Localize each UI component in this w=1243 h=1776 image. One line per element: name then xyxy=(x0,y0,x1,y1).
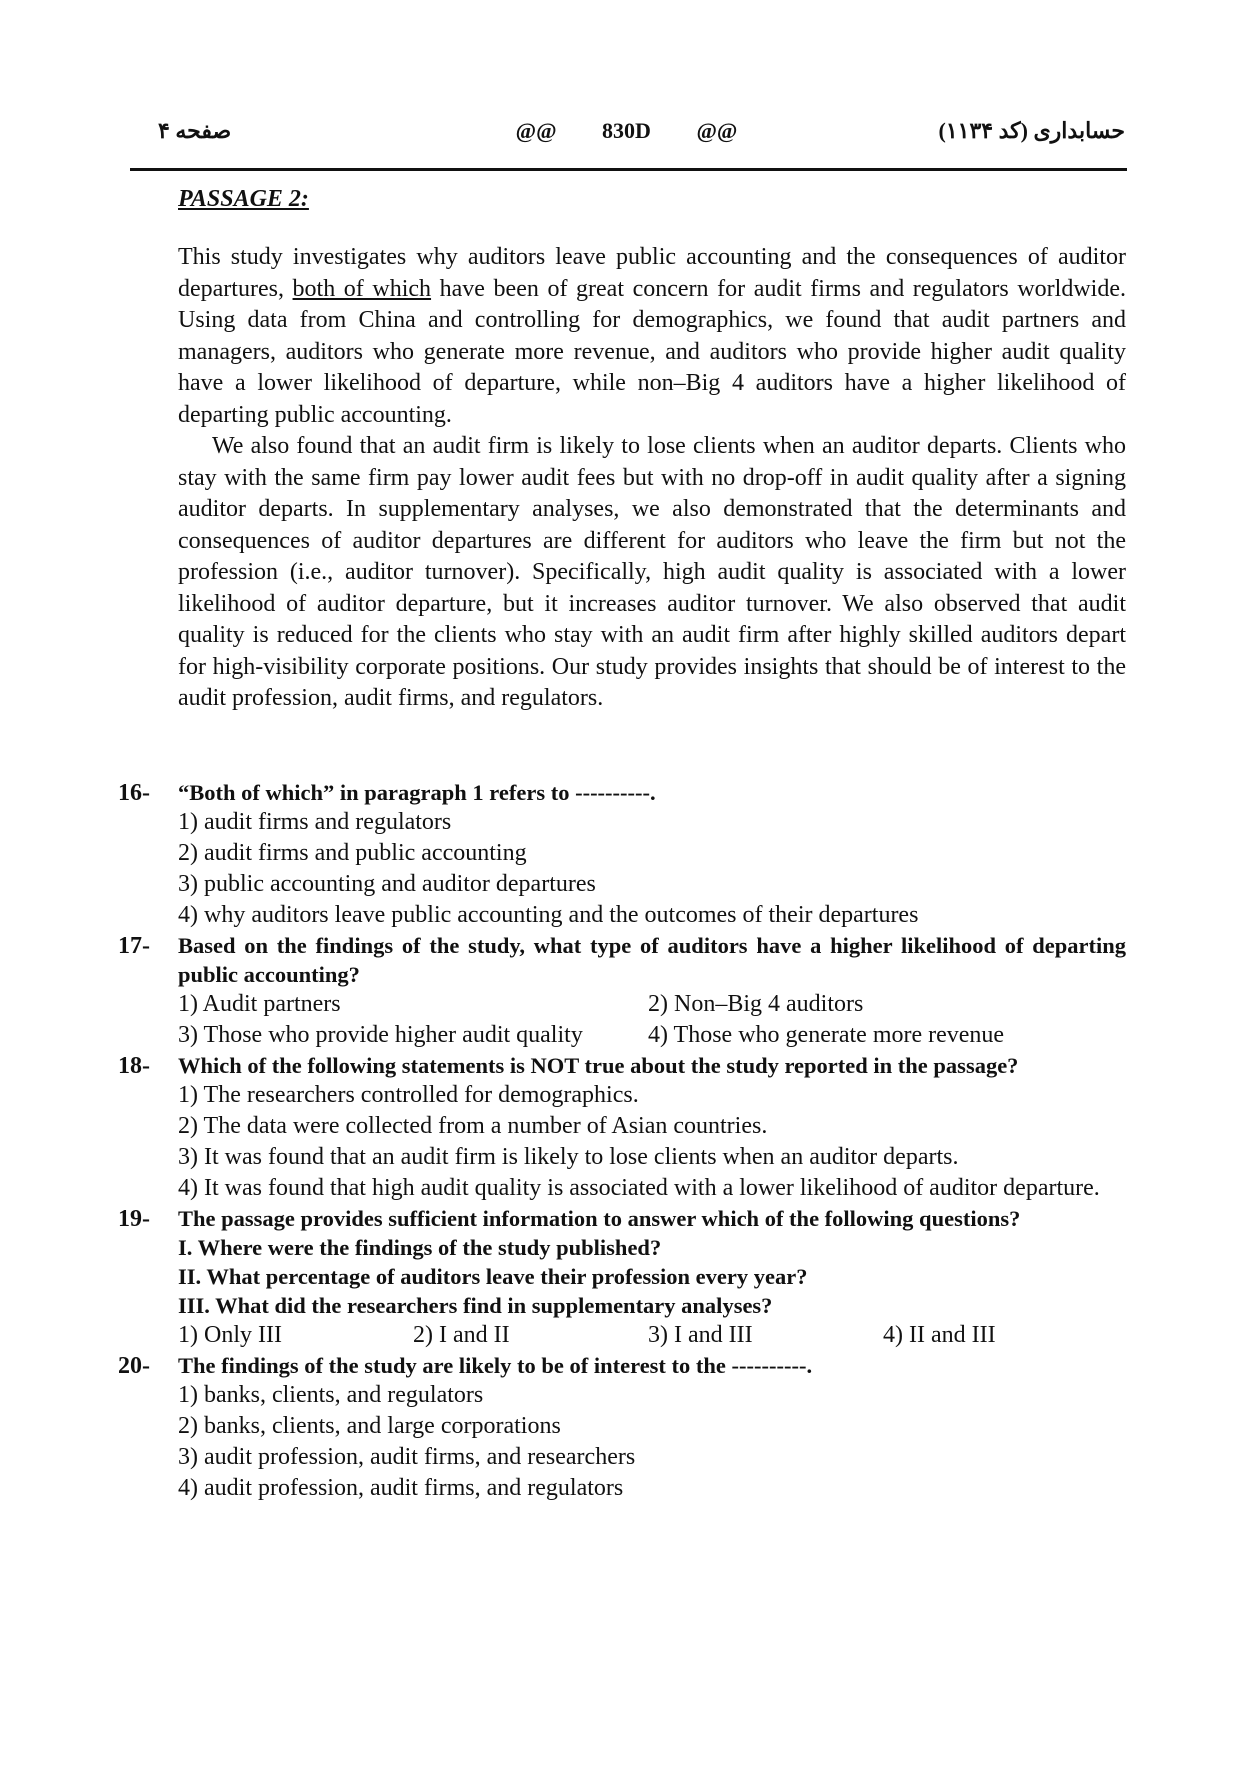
question-18 xyxy=(118,1051,1126,1204)
question-stem: The findings of the study are likely to be of interest to the ----------. xyxy=(178,1353,813,1378)
answer-option[interactable]: 4) audit profession, audit firms, and regulators xyxy=(178,1475,624,1501)
question-number: 19- xyxy=(118,1206,150,1232)
question-16 xyxy=(118,778,1126,931)
header-divider xyxy=(130,168,1127,171)
question-stem: The passage provides sufficient information to answer which of the following questions? xyxy=(178,1206,1021,1231)
passage-body xyxy=(178,242,1126,715)
subject-title: حسابداری (کد ۱۱۳۴) xyxy=(938,118,1125,143)
page-header xyxy=(128,118,1125,152)
question-number: 16- xyxy=(118,780,150,806)
answer-option[interactable]: 4) II and III xyxy=(883,1322,996,1348)
answer-option[interactable]: 1) banks, clients, and regulators xyxy=(178,1382,484,1408)
answer-option[interactable]: 4) why auditors leave public accounting and the outcomes of their departures xyxy=(178,902,919,928)
answer-option[interactable]: 2) banks, clients, and large corporations xyxy=(178,1413,561,1439)
answer-option[interactable]: 1) audit firms and regulators xyxy=(178,809,452,835)
question-stem: Based on the findings of the study, what type of auditors have a higher likelihood of departing public accounting? xyxy=(178,933,1126,987)
passage-paragraph-1 xyxy=(178,242,1126,431)
question-stem: Which of the following statements is NOT true about the study reported in the passage? xyxy=(178,1053,1019,1078)
underlined-phrase: both of which xyxy=(292,275,432,302)
answer-option[interactable]: 2) Non–Big 4 auditors xyxy=(648,991,864,1017)
answer-option[interactable]: 1) Only III xyxy=(178,1322,282,1348)
answer-option[interactable]: 1) The researchers controlled for demographics. xyxy=(178,1082,639,1108)
page-number: صفحه ۴ xyxy=(158,118,232,143)
answer-option[interactable]: 3) audit profession, audit firms, and researchers xyxy=(178,1444,636,1470)
passage-paragraph-2: We also found that an audit firm is likely to lose clients when an auditor departs. Clients who stay with the same firm pay lower audit fees but with no drop-off in audit quality after a signing auditor departs. In supplementary analyses, we also demonstrated that the determinants and consequences of auditor departures are different for auditors who leave the firm but not the profession (i.e., auditor turnover). Specifically, high audit quality is associated with a lower likelihood of auditor departure, but it increases auditor turnover. We also observed that audit quality is reduced for the clients who stay with an audit firm after highly skilled auditors depart for high-visibility corporate positions. Our study provides insights that should be of interest to the audit profession, audit firms, and regulators. xyxy=(178,433,1126,711)
answer-option[interactable]: 2) I and II xyxy=(413,1322,510,1348)
answer-option[interactable]: 1) Audit partners xyxy=(178,991,341,1017)
answer-option[interactable]: 4) It was found that high audit quality is associated with a lower likelihood of auditor departure. xyxy=(178,1175,1100,1201)
answer-option[interactable]: 2) audit firms and public accounting xyxy=(178,840,527,866)
question-sub-item: I. Where were the findings of the study published? xyxy=(178,1235,662,1260)
answer-option[interactable]: 3) It was found that an audit firm is likely to lose clients when an auditor departs. xyxy=(178,1144,959,1170)
question-number: 20- xyxy=(118,1353,150,1379)
answer-option[interactable]: 2) The data were collected from a number of Asian countries. xyxy=(178,1113,768,1139)
passage-p1-text-start: This study investigates why auditors leave public accounting and the consequences of auditor departures, xyxy=(178,244,1126,302)
question-number: 18- xyxy=(118,1053,150,1079)
question-17 xyxy=(118,931,1126,1051)
passage-title: PASSAGE 2: xyxy=(178,186,309,212)
answer-option[interactable]: 4) Those who generate more revenue xyxy=(648,1022,1005,1048)
question-sub-item: II. What percentage of auditors leave their profession every year? xyxy=(178,1264,808,1289)
booklet-code: @@ 830D @@ xyxy=(515,118,738,143)
question-19 xyxy=(118,1204,1126,1351)
answer-options-grid xyxy=(178,989,1126,1051)
question-sub-item: III. What did the researchers find in supplementary analyses? xyxy=(178,1293,773,1318)
answer-option[interactable]: 3) Those who provide higher audit quality xyxy=(178,1022,583,1048)
question-stem: “Both of which” in paragraph 1 refers to ----------. xyxy=(178,780,656,805)
answer-option[interactable]: 3) I and III xyxy=(648,1322,753,1348)
question-list xyxy=(118,778,1126,1504)
passage-p1-text-end: have been of great concern for audit firms and regulators worldwide. Using data from China and controlling for demographics, we found that audit partners and managers, auditors who generate more revenue, and auditors who provide higher audit quality have a lower likelihood of departure, while non–Big 4 auditors have a higher likelihood of departing public accounting. xyxy=(178,275,1126,428)
answer-options-row xyxy=(178,1320,1126,1351)
question-number: 17- xyxy=(118,933,150,959)
answer-option[interactable]: 3) public accounting and auditor departures xyxy=(178,871,596,897)
question-20 xyxy=(118,1351,1126,1504)
